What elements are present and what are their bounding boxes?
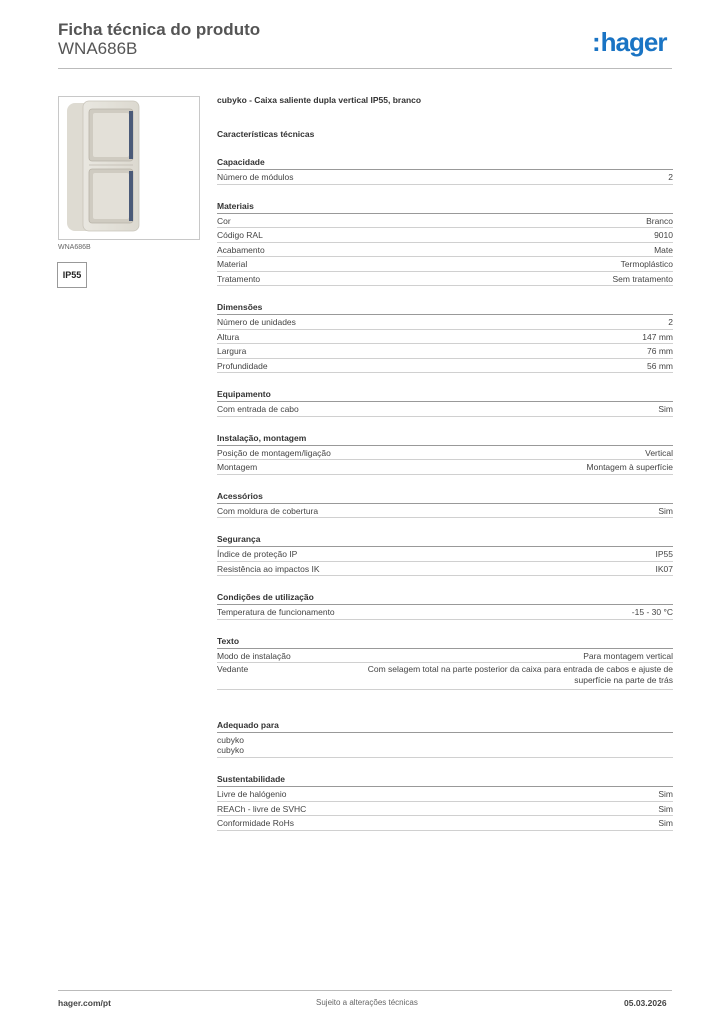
- spec-label: Resistência ao impactos IK: [217, 563, 320, 574]
- section-heading: Segurança: [217, 534, 673, 547]
- spec-row: [217, 547, 673, 562]
- spec-value: 2: [668, 317, 673, 327]
- footer-date: 05.03.2026: [624, 998, 667, 1008]
- header-divider: [58, 68, 672, 69]
- spec-row: [217, 787, 673, 802]
- list-item: cubyko: [217, 745, 244, 755]
- spec-row: [217, 460, 673, 475]
- spec-section: [217, 636, 673, 691]
- spec-row: [217, 257, 673, 272]
- spec-label: Vedante: [217, 664, 249, 674]
- spec-section: [217, 201, 673, 287]
- spec-row: [217, 816, 673, 831]
- spec-value: IP55: [655, 549, 673, 559]
- spec-label: Altura: [217, 331, 240, 342]
- spec-label: Posição de montagem/ligação: [217, 447, 331, 458]
- spec-section: [217, 491, 673, 519]
- section-heading: Sustentabilidade: [217, 774, 673, 787]
- hager-logo: :hager: [592, 27, 667, 57]
- spec-label: Largura: [217, 346, 247, 356]
- spec-value: Montagem à superfície: [586, 462, 673, 472]
- spec-row: [217, 663, 673, 690]
- spec-value: 56 mm: [647, 360, 673, 371]
- ip-rating-badge: IP55: [57, 262, 87, 288]
- spec-section: [217, 389, 673, 417]
- spec-label: Com moldura de cobertura: [217, 505, 319, 516]
- spec-sections: [217, 157, 673, 690]
- suitable-for-section: [217, 720, 673, 758]
- product-image: [58, 96, 200, 240]
- spec-label: Índice de proteção IP: [217, 549, 298, 559]
- spec-label: Acabamento: [217, 244, 265, 255]
- spec-value: 147 mm: [642, 331, 673, 342]
- spec-label: Montagem: [217, 462, 258, 472]
- product-code: WNA686B: [58, 39, 138, 58]
- spec-value: Vertical: [645, 447, 673, 458]
- spec-label: Profundidade: [217, 360, 268, 371]
- spec-section: [217, 433, 673, 475]
- suitable-for-list: [217, 733, 673, 758]
- spec-value: Branco: [646, 215, 673, 226]
- spec-section: [217, 302, 673, 373]
- spec-row: [217, 562, 673, 577]
- spec-row: [217, 214, 673, 229]
- spec-row: [217, 402, 673, 417]
- tech-heading: Características técnicas: [217, 129, 315, 139]
- spec-value: Sim: [658, 505, 673, 516]
- section-heading: Adequado para: [217, 720, 673, 733]
- sustainability-section: [217, 774, 673, 831]
- spec-row: [217, 802, 673, 817]
- footer-website: hager.com/pt: [58, 998, 111, 1008]
- spec-value: Sim: [658, 404, 673, 414]
- spec-value: Para montagem vertical: [583, 650, 673, 661]
- spec-value: IK07: [655, 563, 673, 574]
- section-heading: Acessórios: [217, 491, 673, 504]
- footer-note: Sujeito a alterações técnicas: [316, 998, 418, 1007]
- section-heading: Condições de utilização: [217, 592, 673, 605]
- spec-label: Código RAL: [217, 230, 263, 240]
- spec-label: Número de módulos: [217, 172, 294, 182]
- list-item: cubyko: [217, 735, 244, 745]
- section-heading: Dimensões: [217, 302, 673, 315]
- section-heading: Instalação, montagem: [217, 433, 673, 446]
- spec-value: Termoplástico: [620, 259, 673, 269]
- spec-label: Temperatura de funcionamento: [217, 607, 335, 617]
- spec-row: [217, 243, 673, 258]
- spec-value: -15 - 30 °C: [631, 607, 673, 617]
- product-name: cubyko - Caixa saliente dupla vertical IP55, branco: [217, 95, 422, 105]
- spec-row: [217, 605, 673, 620]
- spec-label: Modo de instalação: [217, 650, 291, 661]
- spec-label: REACh - livre de SVHC: [217, 803, 307, 814]
- spec-value: Sem tratamento: [612, 273, 673, 284]
- spec-panel: [217, 95, 673, 831]
- spec-label: Tratamento: [217, 273, 261, 284]
- spec-label: Com entrada de cabo: [217, 404, 299, 414]
- spec-value: 2: [668, 172, 673, 182]
- image-caption: WNA686B: [58, 244, 91, 251]
- spec-value: 76 mm: [647, 346, 673, 356]
- spec-row: [217, 330, 673, 345]
- spec-value: Sim: [658, 818, 673, 828]
- page-title: Ficha técnica do produto: [58, 20, 261, 39]
- spec-row: [217, 359, 673, 374]
- spec-row: [217, 272, 673, 287]
- section-heading: Equipamento: [217, 389, 673, 402]
- spec-value: 9010: [654, 230, 673, 240]
- section-heading: Texto: [217, 636, 673, 649]
- section-heading: Materiais: [217, 201, 673, 214]
- spec-row: [217, 228, 673, 243]
- spec-value: Mate: [654, 244, 673, 255]
- spec-row: [217, 344, 673, 359]
- spec-value: Com selagem total na parte posterior da caixa para entrada de cabos e ajuste de superfície na parte de trás: [367, 664, 673, 685]
- spec-value: Sim: [658, 789, 673, 799]
- spec-label: Conformidade RoHs: [217, 818, 295, 828]
- section-heading: Capacidade: [217, 157, 673, 170]
- spec-row: [217, 649, 673, 664]
- spec-value: Sim: [658, 803, 673, 814]
- spec-label: Número de unidades: [217, 317, 296, 327]
- double-box-illustration: [59, 97, 199, 239]
- spec-section: [217, 534, 673, 576]
- spec-row: [217, 504, 673, 519]
- spec-section: [217, 592, 673, 620]
- spec-label: Cor: [217, 215, 231, 226]
- spec-label: Livre de halógenio: [217, 789, 287, 799]
- spec-label: Material: [217, 259, 248, 269]
- spec-row: [217, 315, 673, 330]
- spec-section: [217, 157, 673, 185]
- spec-row: [217, 446, 673, 461]
- footer-divider: [58, 990, 672, 991]
- spec-row: [217, 170, 673, 185]
- logo-text: hager: [600, 27, 667, 57]
